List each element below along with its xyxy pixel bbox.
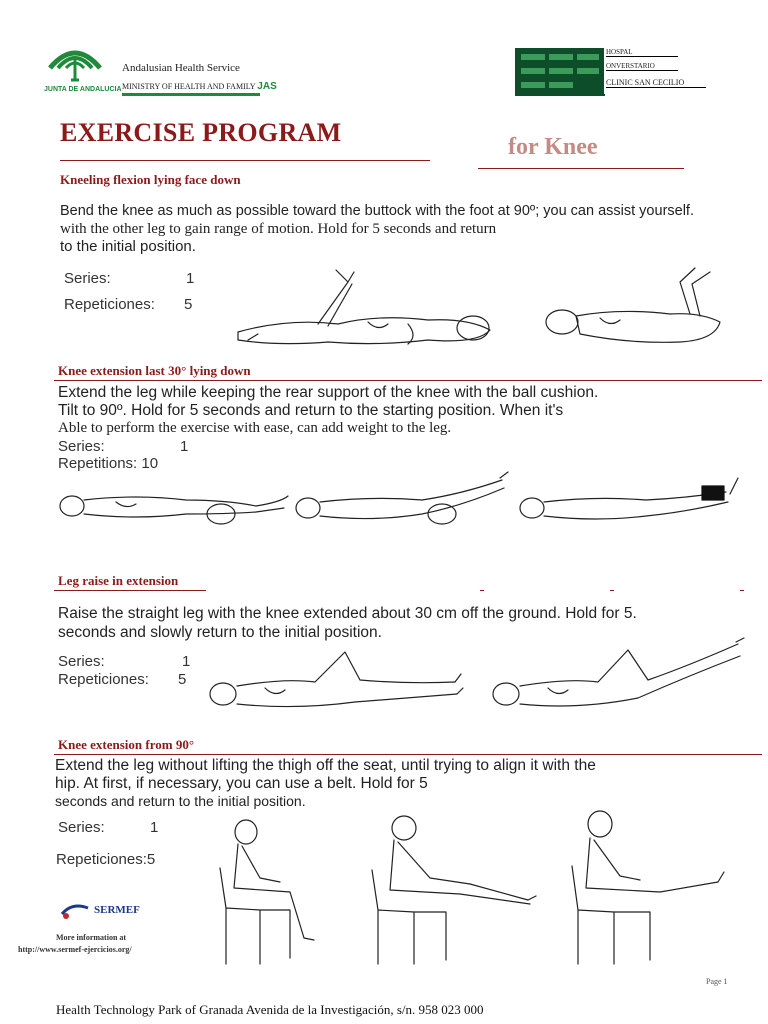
section-3-line-1: Raise the straight leg with the knee extended about 30 cm off the ground. Hold for 5. bbox=[58, 605, 637, 622]
org-name: Andalusian Health Service bbox=[122, 62, 240, 74]
subtitle-underline bbox=[478, 168, 684, 169]
sermef-logo bbox=[36, 894, 166, 924]
supine-knee-extension-weight-illustration bbox=[516, 472, 742, 528]
title-underline bbox=[60, 160, 430, 161]
section-2-line-1: Extend the leg while keeping the rear support of the knee with the ball cushion. bbox=[58, 384, 599, 401]
section-4-reps-label: Repeticiones:5 bbox=[56, 851, 156, 868]
footer-address: Health Technology Park of Granada Avenida de la Investigación, s/n. 958 023 000 bbox=[56, 1002, 484, 1017]
section-1-line-1: Bend the knee as much as possible toward the buttock with the foot at 90º; you can assist yourself. bbox=[60, 203, 694, 219]
section-2-reps-label: Repetitions: 10 bbox=[58, 455, 159, 472]
leg-raise-illustration-2 bbox=[488, 636, 750, 718]
section-3-reps-label: Repeticiones: bbox=[58, 671, 149, 688]
more-info-label: More information at bbox=[56, 933, 127, 942]
section-2-title: Knee extension last 30° lying down bbox=[58, 363, 251, 378]
prone-knee-flexion-illustration-2 bbox=[540, 262, 735, 352]
ministry-underline bbox=[122, 93, 260, 96]
section-3-series-label: Series: bbox=[58, 653, 105, 670]
section-2-line-2: Tilt to 90º. Hold for 5 seconds and return to the starting position. When it's bbox=[58, 402, 564, 419]
ministry-name bbox=[122, 81, 277, 92]
section-2-rule bbox=[54, 380, 762, 381]
section-1-title: Kneeling flexion lying face down bbox=[60, 172, 241, 187]
seated-knee-extension-belt-illustration bbox=[370, 814, 540, 968]
section-3-rule-mark-1 bbox=[480, 590, 484, 591]
ministry-suffix: JAS bbox=[257, 81, 277, 92]
junta-logo-text: JUNTA DE ANDALUCIA bbox=[44, 86, 122, 93]
page-title: EXERCISE PROGRAM bbox=[60, 118, 342, 147]
section-2-line-3: Able to perform the exercise with ease, can add weight to the leg. bbox=[58, 420, 452, 436]
hospital-line-1: HOSPAL bbox=[606, 48, 678, 57]
section-4-title: Knee extension from 90° bbox=[58, 737, 195, 752]
section-1-reps-value: 5 bbox=[184, 296, 193, 313]
section-1-series-label: Series: bbox=[64, 270, 111, 287]
hospital-logo-icon bbox=[515, 48, 605, 96]
section-4-series-label: Series: bbox=[58, 819, 105, 836]
supine-knee-extension-illustration-2 bbox=[292, 470, 514, 528]
section-4-series-value: 1 bbox=[150, 819, 159, 836]
prone-knee-flexion-illustration-1 bbox=[228, 262, 498, 352]
seated-knee-extension-illustration-1 bbox=[220, 818, 330, 968]
section-4-line-2: hip. At first, if necessary, you can use a belt. Hold for 5 bbox=[55, 775, 428, 792]
supine-knee-extension-illustration-1 bbox=[56, 478, 292, 528]
section-3-reps-value: 5 bbox=[178, 671, 187, 688]
section-1-line-3: to the initial position. bbox=[60, 238, 196, 255]
section-3-rule-mark-2 bbox=[610, 590, 614, 591]
page-number: Page 1 bbox=[706, 977, 728, 986]
section-4-rule bbox=[54, 754, 762, 755]
section-1-reps-label: Repeticiones: bbox=[64, 296, 155, 313]
page-subtitle: for Knee bbox=[508, 134, 598, 160]
seated-knee-extension-illustration-2 bbox=[570, 810, 730, 968]
hospital-name-box bbox=[604, 48, 685, 94]
section-1-series-value: 1 bbox=[186, 270, 195, 287]
section-3-series-value: 1 bbox=[182, 653, 191, 670]
section-1-line-2: with the other leg to gain range of motion. Hold for 5 seconds and return bbox=[60, 221, 497, 237]
hospital-line-2: ONVERSTARIO bbox=[606, 62, 678, 71]
hospital-logo bbox=[515, 48, 605, 96]
sermef-logo-icon bbox=[58, 898, 92, 922]
sermef-logo-text: SERMEF bbox=[94, 904, 140, 916]
ministry-text: MINISTRY OF HEALTH AND FAMILY bbox=[122, 82, 256, 91]
section-3-title: Leg raise in extension bbox=[58, 573, 179, 588]
more-info-link[interactable]: http://www.sermef-ejercicios.org/ bbox=[18, 945, 132, 954]
section-4-line-1: Extend the leg without lifting the thigh off the seat, until trying to align it with the bbox=[55, 757, 596, 774]
hospital-line-3: CLINIC SAN CECILIO bbox=[606, 78, 706, 88]
section-2-series-value: 1 bbox=[180, 438, 189, 455]
section-2-series-label: Series: bbox=[58, 438, 105, 455]
section-3-rule-mark-3 bbox=[740, 590, 744, 591]
section-3-line-2: seconds and slowly return to the initial position. bbox=[58, 624, 382, 641]
leg-raise-illustration-1 bbox=[205, 648, 465, 718]
section-4-line-3: seconds and return to the initial position. bbox=[55, 793, 306, 809]
section-3-rule-left bbox=[54, 590, 206, 591]
